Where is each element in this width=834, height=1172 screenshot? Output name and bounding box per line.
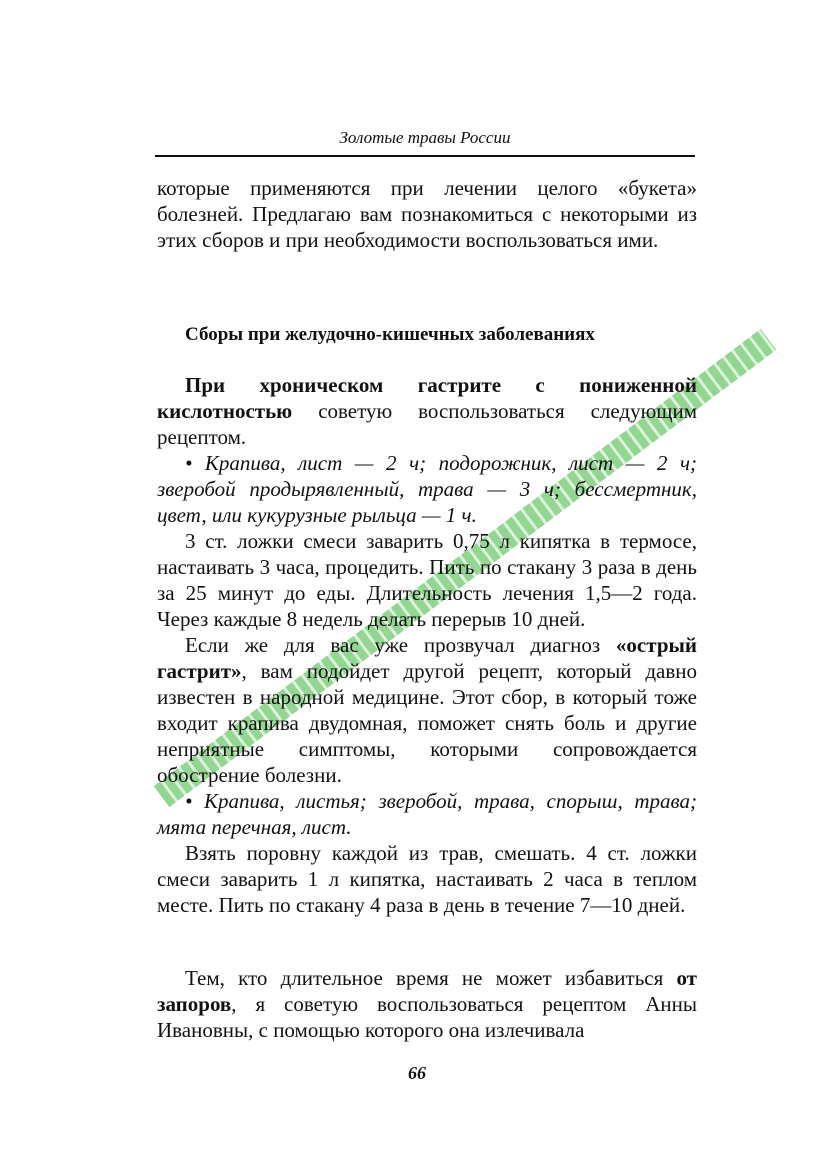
constipation-pre: Тем, кто длительное время не может избавиться xyxy=(185,966,677,990)
main-text xyxy=(157,372,697,918)
constipation-paragraph xyxy=(157,965,697,1043)
acute-bold: «острый гастрит» xyxy=(157,633,697,683)
recipe2-ingredients: • Крапива, листья; зверобой, трава, спорыш, трава; мята перечная, лист. xyxy=(157,789,697,839)
gastritis-rest: советую воспользоваться следующим рецептом. xyxy=(157,399,697,449)
constipation-block xyxy=(157,965,697,1043)
acute-pre: Если же для вас уже прозвучал диагноз xyxy=(185,633,616,657)
intro-text: которые применяются при лечении целого «букета» болезней. Предлагаю вам познакомиться с некоторыми из этих сборов и при необходимости воспользоваться ими. xyxy=(157,176,697,252)
intro-paragraph xyxy=(157,175,697,253)
gastritis-paragraph xyxy=(157,372,697,450)
section-heading: Сборы при желудочно-кишечных заболеваниях xyxy=(185,324,595,345)
gastritis-lead: При хроническом гастрите с пониженной кислотностью xyxy=(157,373,697,423)
header-rule xyxy=(155,155,695,157)
recipe1-ingredients: • Крапива, лист — 2 ч; подорожник, лист — 2 ч; зверобой продырявленный, трава — 3 ч; бессмертник, цвет, или кукурузные рыльца — 1 ч. xyxy=(157,451,697,527)
recipe1-instructions: 3 ст. ложки смеси заварить 0,75 л кипятка в термосе, настаивать 3 часа, процедить. Пить по стакану 3 раза в день за 25 минут до еды. Длительность лечения 1,5—2 года. Через каждые 8 недель делать перерыв 10 дней. xyxy=(157,529,697,631)
acute-post: , вам подойдет другой рецепт, который давно известен в народной медицине. Этот сбор, в который тоже входит крапива двудомная, поможет снять боль и другие неприятные симптомы, которыми сопровождается обострение болезни. xyxy=(157,659,697,787)
acute-paragraph xyxy=(157,632,697,788)
page-number: 66 xyxy=(408,1063,426,1083)
running-title: Золотые травы России xyxy=(339,128,511,147)
constipation-post: , я советую воспользоваться рецептом Анны Ивановны, с помощью которого она излечивала xyxy=(157,992,697,1042)
recipe2-instructions: Взять поровну каждой из трав, смешать. 4 ст. ложки смеси заварить 1 л кипятка, настаивать 2 часа в теплом месте. Пить по стакану 4 раза в день в течение 7—10 дней. xyxy=(157,841,697,917)
constipation-bold: от запоров xyxy=(157,966,697,1016)
